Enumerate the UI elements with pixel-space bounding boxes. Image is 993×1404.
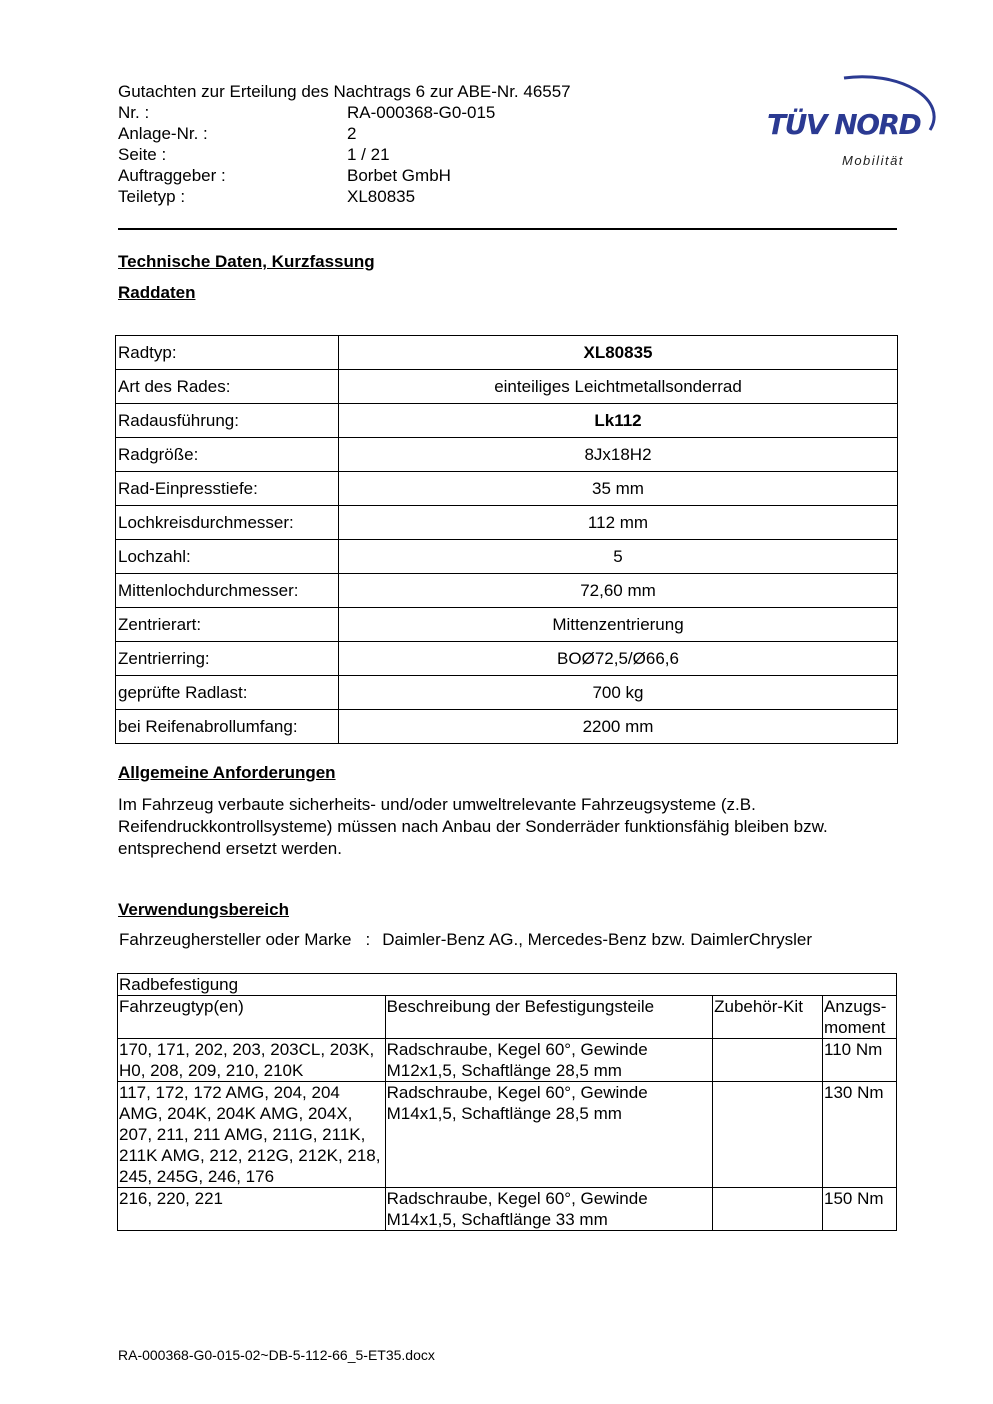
header-label: Nr. : bbox=[118, 103, 150, 122]
document-header bbox=[118, 81, 758, 207]
table-row bbox=[118, 1082, 897, 1188]
heading-verwendungsbereich: Verwendungsbereich bbox=[118, 900, 289, 919]
raddaten-table bbox=[115, 335, 898, 744]
maker-separator: : bbox=[365, 930, 371, 949]
table-row bbox=[116, 540, 898, 574]
header-value: 2 bbox=[347, 124, 357, 143]
spec-value: XL80835 bbox=[339, 336, 898, 370]
spec-value: 35 mm bbox=[339, 472, 898, 506]
header-row-nr bbox=[118, 102, 758, 123]
table-header-row bbox=[118, 996, 897, 1039]
spec-label: Lochkreisdurchmesser: bbox=[116, 506, 339, 540]
table-row bbox=[116, 710, 898, 744]
spec-label: Radgröße: bbox=[116, 438, 339, 472]
header-label: Teiletyp : bbox=[118, 187, 186, 206]
vehicle-types: 170, 171, 202, 203, 203CL, 203K, H0, 208, 209, 210, 210K bbox=[118, 1039, 386, 1082]
accessory-kit bbox=[713, 1188, 823, 1231]
spec-label: Mittenlochdurchmesser: bbox=[116, 574, 339, 608]
heading-technische-daten: Technische Daten, Kurzfassung bbox=[118, 252, 375, 271]
table-row bbox=[116, 506, 898, 540]
header-label: Anlage-Nr. : bbox=[118, 124, 208, 143]
spec-value: 72,60 mm bbox=[339, 574, 898, 608]
table-row bbox=[116, 608, 898, 642]
table-row bbox=[118, 1188, 897, 1231]
header-label: Auftraggeber : bbox=[118, 166, 226, 185]
maker-label: Fahrzeughersteller oder Marke bbox=[119, 930, 352, 949]
allgemein-paragraph: Im Fahrzeug verbaute sicherheits- und/oder umweltrelevante Fahrzeugsysteme (z.B. Reifendruckkontrollsysteme) müssen nach Anbau der Sonderräder funktionsfähig bleiben bzw. entsprechend ersetzt werden. bbox=[118, 795, 828, 858]
fastener-description: Radschraube, Kegel 60°, Gewinde M14x1,5, Schaftlänge 28,5 mm bbox=[385, 1082, 712, 1188]
radbefestigung-table bbox=[117, 973, 897, 1231]
maker-value: Daimler-Benz AG., Mercedes-Benz bzw. DaimlerChrysler bbox=[382, 930, 813, 949]
table-row bbox=[116, 370, 898, 404]
spec-label: Art des Rades: bbox=[116, 370, 339, 404]
table-row bbox=[116, 404, 898, 438]
tuev-nord-logo bbox=[762, 56, 942, 172]
header-value: RA-000368-G0-015 bbox=[347, 103, 496, 122]
spec-label: geprüfte Radlast: bbox=[116, 676, 339, 710]
heading-allgemeine-anforderungen: Allgemeine Anforderungen bbox=[118, 763, 336, 782]
footer-filename: RA-000368-G0-015-02~DB-5-112-66_5-ET35.docx bbox=[118, 1347, 435, 1363]
spec-label: Radausführung: bbox=[116, 404, 339, 438]
spec-label: Zentrierart: bbox=[116, 608, 339, 642]
header-row-auftraggeber bbox=[118, 165, 758, 186]
maker-line bbox=[119, 930, 812, 950]
table-row bbox=[116, 336, 898, 370]
spec-value: einteiliges Leichtmetallsonderrad bbox=[339, 370, 898, 404]
table-row bbox=[118, 1039, 897, 1082]
spec-value: Lk112 bbox=[339, 404, 898, 438]
logo-subtitle: Mobilität bbox=[842, 153, 904, 168]
spec-value: 700 kg bbox=[339, 676, 898, 710]
header-row-anlage bbox=[118, 123, 758, 144]
spec-label: Lochzahl: bbox=[116, 540, 339, 574]
table-title-row bbox=[118, 974, 897, 996]
table-row bbox=[116, 676, 898, 710]
vehicle-types: 117, 172, 172 AMG, 204, 204 AMG, 204K, 204K AMG, 204X, 207, 211, 211 AMG, 211G, 211K, 211K AMG, 212, 212G, 212K, 218, 245, 245G, 246, 176 bbox=[118, 1082, 386, 1188]
torque: 150 Nm bbox=[823, 1188, 897, 1231]
spec-value: 2200 mm bbox=[339, 710, 898, 744]
fastener-description: Radschraube, Kegel 60°, Gewinde M14x1,5, Schaftlänge 33 mm bbox=[385, 1188, 712, 1231]
table-row bbox=[116, 472, 898, 506]
table-row bbox=[116, 574, 898, 608]
spec-value: 112 mm bbox=[339, 506, 898, 540]
torque: 130 Nm bbox=[823, 1082, 897, 1188]
vehicle-types: 216, 220, 221 bbox=[118, 1188, 386, 1231]
column-header: Beschreibung der Befestigungsteile bbox=[385, 996, 712, 1039]
spec-value: BOØ72,5/Ø66,6 bbox=[339, 642, 898, 676]
header-label: Seite : bbox=[118, 145, 167, 164]
fastener-description: Radschraube, Kegel 60°, Gewinde M12x1,5, Schaftlänge 28,5 mm bbox=[385, 1039, 712, 1082]
accessory-kit bbox=[713, 1039, 823, 1082]
table-row bbox=[116, 642, 898, 676]
header-value: 1 / 21 bbox=[347, 145, 390, 164]
table-row bbox=[116, 438, 898, 472]
header-row-seite bbox=[118, 144, 758, 165]
spec-value: Mittenzentrierung bbox=[339, 608, 898, 642]
spec-label: bei Reifenabrollumfang: bbox=[116, 710, 339, 744]
header-row-teiletyp bbox=[118, 186, 758, 207]
column-header: Zubehör-Kit bbox=[713, 996, 823, 1039]
spec-value: 8Jx18H2 bbox=[339, 438, 898, 472]
report-title: Gutachten zur Erteilung des Nachtrags 6 zur ABE-Nr. 46557 bbox=[118, 82, 571, 101]
spec-label: Radtyp: bbox=[116, 336, 339, 370]
table-title: Radbefestigung bbox=[118, 974, 897, 996]
spec-label: Rad-Einpresstiefe: bbox=[116, 472, 339, 506]
header-value: XL80835 bbox=[347, 187, 416, 206]
spec-label: Zentrierring: bbox=[116, 642, 339, 676]
header-divider bbox=[118, 228, 897, 230]
heading-raddaten: Raddaten bbox=[118, 283, 196, 302]
spec-value: 5 bbox=[339, 540, 898, 574]
header-value: Borbet GmbH bbox=[347, 166, 451, 185]
torque: 110 Nm bbox=[823, 1039, 897, 1082]
column-header: Fahrzeugtyp(en) bbox=[118, 996, 386, 1039]
column-header: Anzugs-moment bbox=[823, 996, 897, 1039]
logo-brand: TÜV NORD bbox=[767, 108, 921, 141]
accessory-kit bbox=[713, 1082, 823, 1188]
